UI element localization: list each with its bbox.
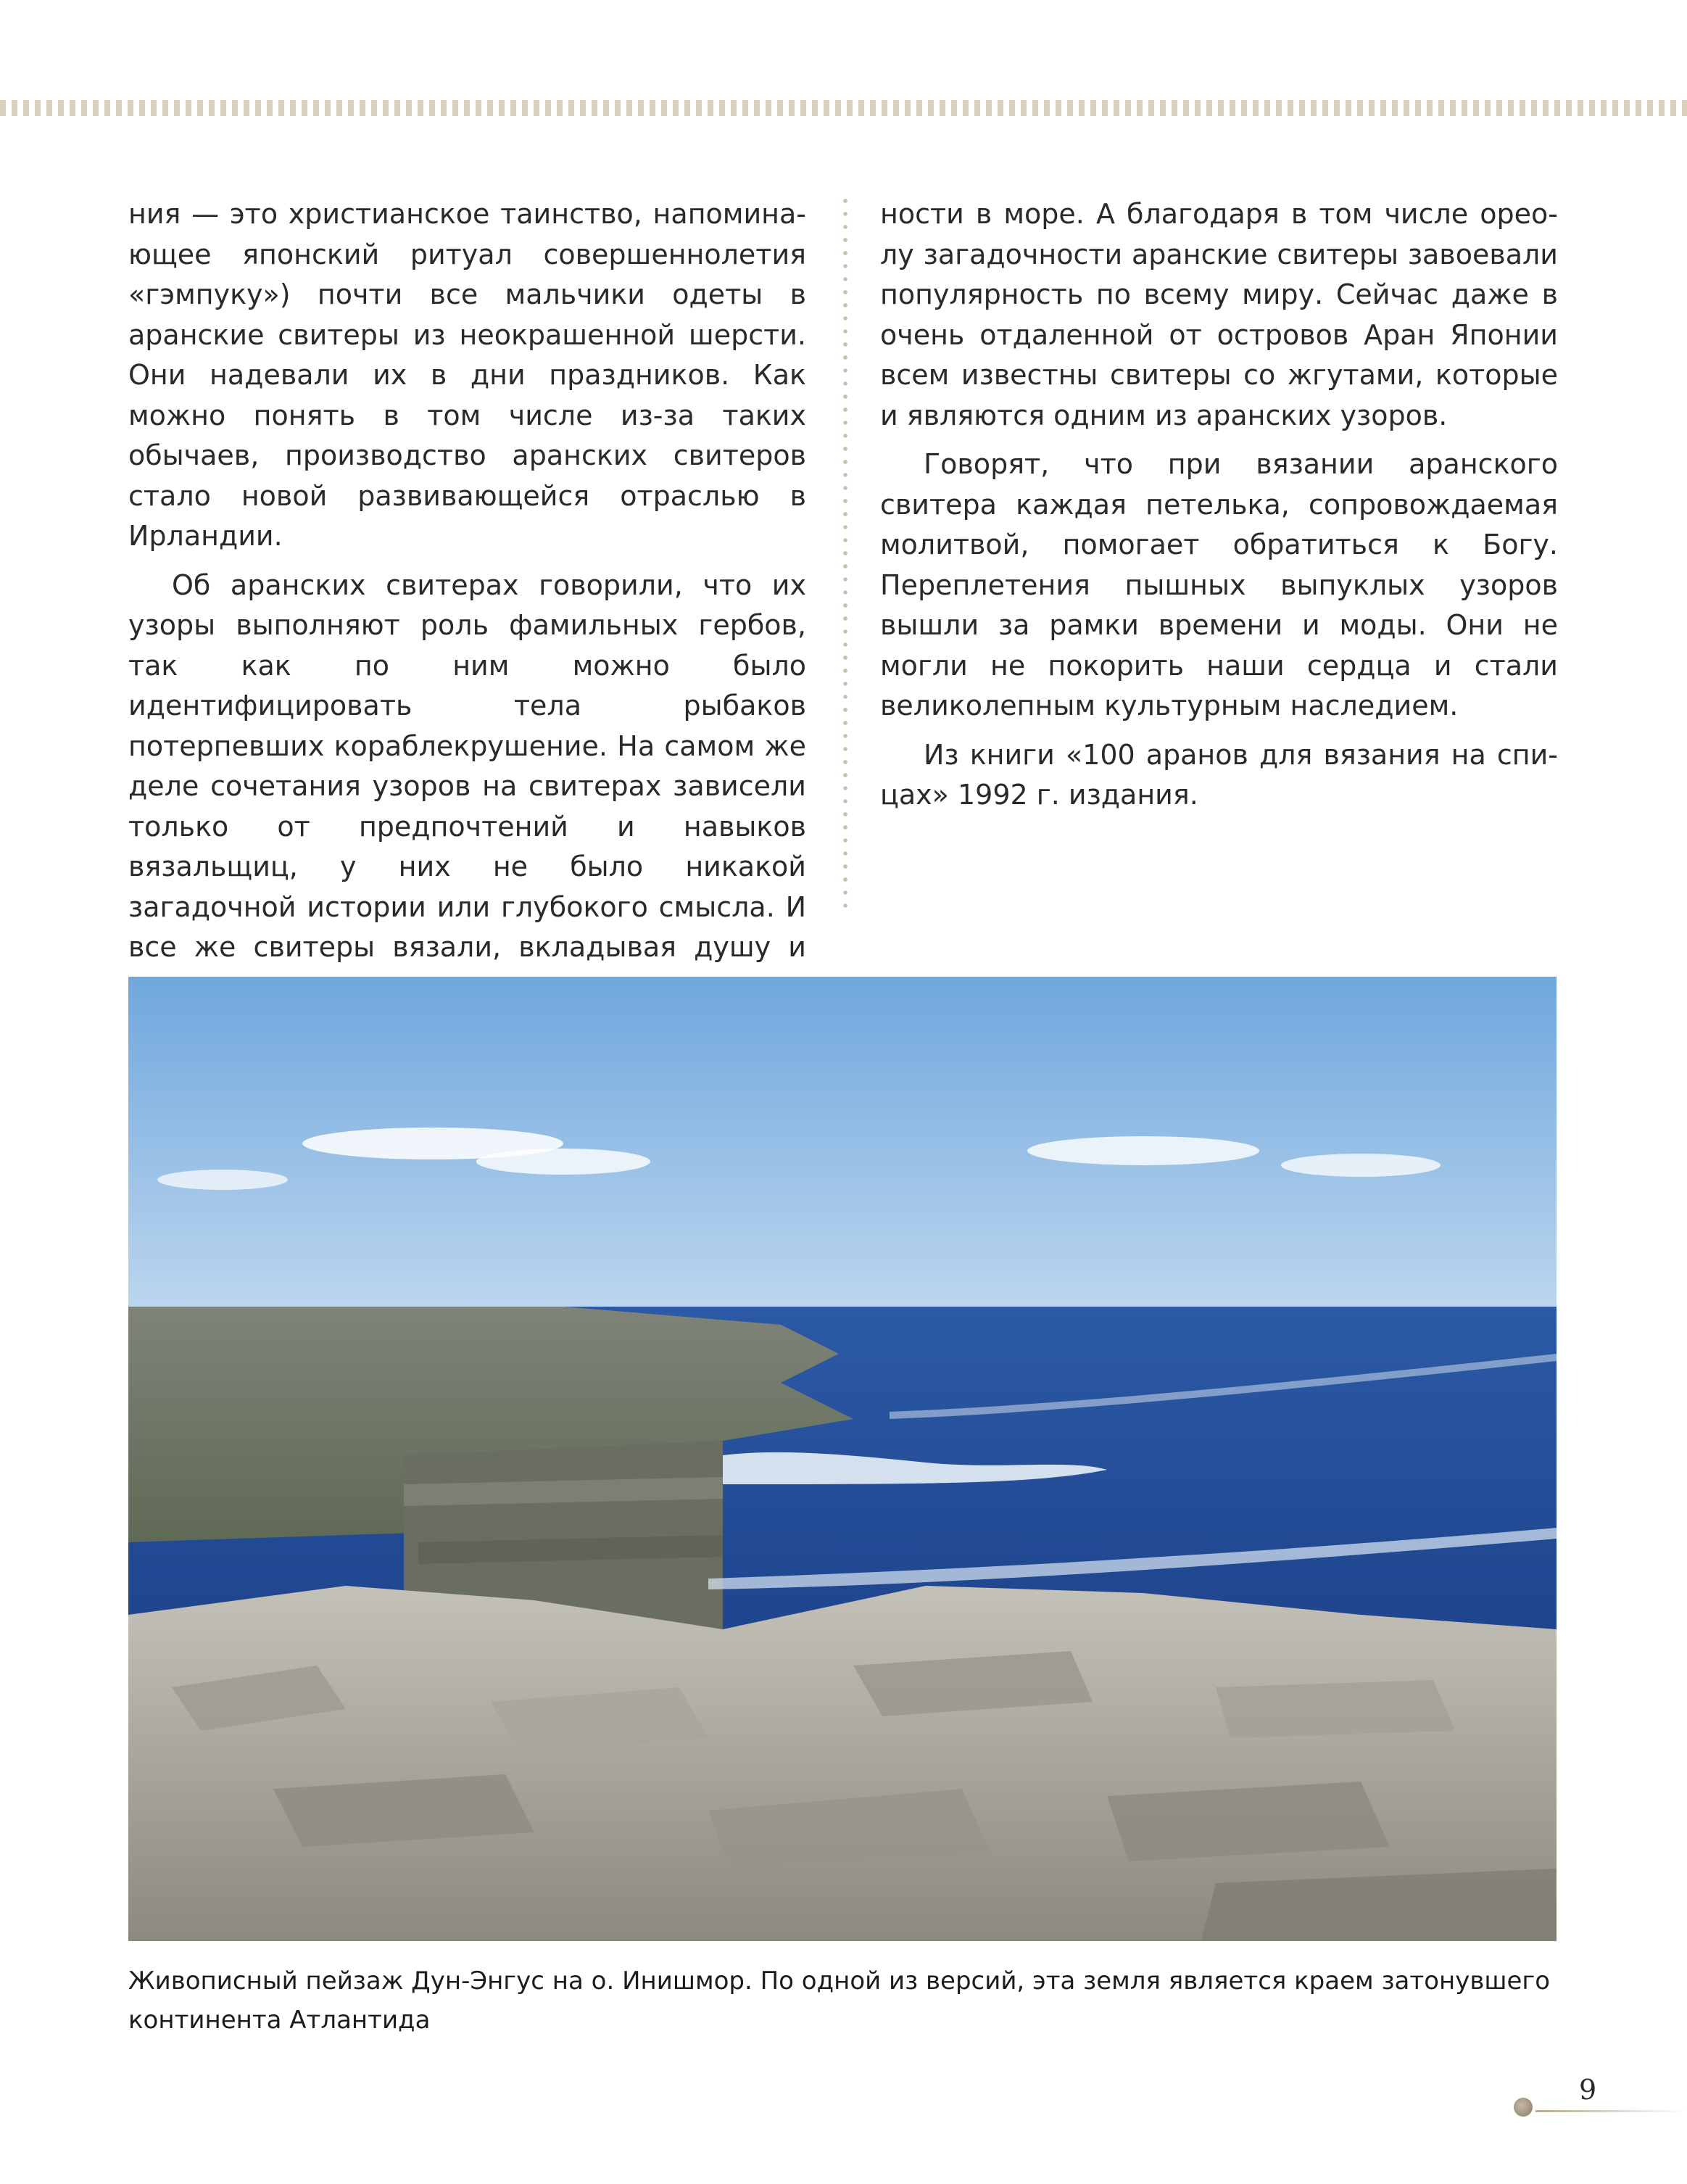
paragraph: Об аранских свитерах говорили, что их узоры выполняют роль фамильных гербов, так как по ним можно было идентифицировать тела рыбаков потерпевших кораблекрушение. На самом же деле сочетания узоров на свитерах зависели только от предпочтений и навыков вязальщиц, у них не было никакой загадочной истории или глубокого смысла. И все же свитеры вязали, вкладывая душу и	[128, 568, 806, 963]
left-text-column	[128, 194, 806, 1048]
photo-caption: Живописный пейзаж Дун-Энгус на о. Инишмор. По одной из версий, эта земля является краем затонувшего континента Атлантида	[128, 1966, 1551, 2035]
page-number: 9	[1579, 2074, 1597, 2106]
coastal-cliffs-photo	[128, 977, 1557, 1941]
column-divider	[843, 194, 847, 909]
paragraph: ности в море. А благодаря в том числе ореолу загадочности аранские свитеры завоевали популярность по всему миру. Сейчас даже в очень отдаленной от островов Аран Японии всем известны свитеры со жгутами, которые и являются одним из аранских узоров.	[880, 198, 1558, 431]
right-text-column	[880, 194, 1558, 816]
paragraph: Говорят, что при вязании аранского свитера каждая петелька, сопровождаемая молитвой, помогает обратиться к Богу. Переплетения пышных выпуклых узоров вышли за рамки времени и моды. Они не могли не покорить наши сердца и стали великолепным культурным наследием.	[880, 448, 1558, 721]
paragraph: ния — это христианское таинство, напоминающее японский ритуал совершеннолетия «гэмпуку») почти все мальчики одеты в аранские свитеры из неокрашенной шерсти. Они надевали их в дни праздников. Как можно понять в том числе из-за таких обычаев, производство аранских свитеров стало новой развивающейся отраслью в Ирландии.	[128, 198, 806, 552]
yarn-ball-icon	[1514, 2098, 1533, 2117]
decorative-top-band	[0, 100, 1687, 116]
footer-line	[1535, 2110, 1687, 2112]
paragraph: Из книги «100 аранов для вязания на спицах» 1992 г. издания.	[880, 738, 1558, 811]
